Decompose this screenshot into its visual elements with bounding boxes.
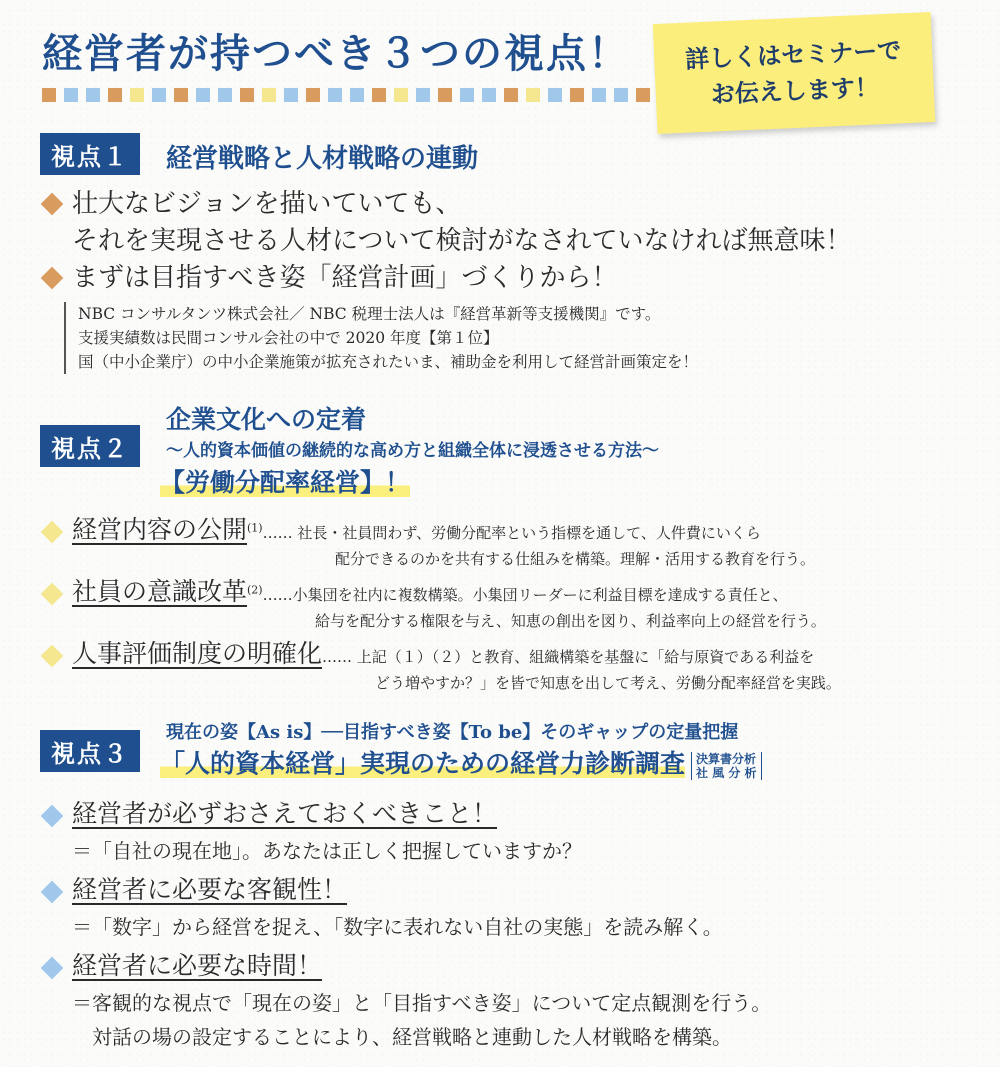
view2-item-1	[40, 510, 815, 572]
item-title: 経営者に必要な時間！	[72, 951, 323, 980]
view1-note-1: NBC コンサルタンツ株式会社／ NBC 税理士法人は『経営革新等支援機関』です。	[78, 305, 661, 323]
stripe-square	[64, 88, 78, 102]
item-sup: (2)	[247, 583, 263, 597]
view1-note-3: 国（中小企業庁）の中小企業施策が拡充されたいま、補助金を利用して経営計画策定を！	[78, 353, 699, 371]
view3-bracket-note	[691, 752, 762, 780]
item-sup: (1)	[247, 521, 263, 535]
stripe-square	[328, 88, 342, 102]
view3-heading: 現在の姿【As is】──目指すべき姿【To be】そのギャップの定量把握	[166, 722, 739, 743]
stripe-square	[438, 88, 452, 102]
item-title: 経営者に必要な客観性！	[72, 875, 348, 904]
view2-item-3	[40, 634, 841, 696]
view1-badge: 視点１	[40, 133, 140, 175]
view3-badge: 視点３	[40, 730, 140, 772]
stripe-square	[614, 88, 628, 102]
view3-highlight-text: 「人的資本経営」実現のための経営力診断調査	[160, 749, 686, 778]
stripe-square	[262, 88, 276, 102]
view1-heading: 経営戦略と人材戦略の連動	[166, 144, 479, 174]
bracket-line-2: 社 風 分 析	[696, 765, 757, 780]
stripe-square	[394, 88, 408, 102]
stripe-square	[504, 88, 518, 102]
stripe-square	[218, 88, 232, 102]
diamond-bullet-icon	[41, 881, 64, 904]
item-line-1: ＝「自社の現在地」。あなたは正しく把握していますか？	[72, 839, 582, 863]
item-desc-2: 給与を配分する権限を与え、知恵の創出を図り、利益率向上の経営を行う。	[315, 612, 826, 630]
diamond-bullet-icon	[41, 805, 64, 828]
stripe-square	[350, 88, 364, 102]
view1-bullet-1-line-2: それを実現させる人材について検討がなされていなければ無意味！	[72, 226, 852, 256]
view3-highlight	[160, 744, 762, 780]
view3-item-2	[40, 870, 723, 944]
stripe-square	[42, 88, 56, 102]
view1-notes	[64, 302, 698, 374]
diamond-bullet-icon	[41, 645, 64, 668]
stripe-square	[108, 88, 122, 102]
item-desc-1: …… 上記（１）（２）と教育、組織構築を基盤に「給与原資である利益を	[322, 648, 815, 666]
stripe-square	[482, 88, 496, 102]
stripe-square	[196, 88, 210, 102]
diamond-bullet-icon	[41, 266, 64, 289]
stripe-square	[548, 88, 562, 102]
view1-bullet-1	[40, 186, 461, 222]
note-line-2: お伝えします！	[710, 72, 880, 109]
view1-note-2: 支援実績数は民間コンサル会社の中で 2020 年度【第１位】	[78, 329, 499, 347]
stripe-square	[372, 88, 386, 102]
stripe-square	[570, 88, 584, 102]
diamond-bullet-icon	[41, 192, 64, 215]
stripe-square	[526, 88, 540, 102]
view3-item-3	[40, 946, 771, 1054]
view3-item-1	[40, 794, 582, 868]
stripe-square	[592, 88, 606, 102]
stripe-square	[460, 88, 474, 102]
item-line-1: ＝客観的な視点で「現在の姿」と「目指すべき姿」について定点観測を行う。	[72, 991, 772, 1015]
diamond-bullet-icon	[41, 583, 64, 606]
item-line-1: ＝「数字」から経営を捉え、「数字に表れない自社の実態」を読み解く。	[72, 915, 723, 939]
view1-bullet-1-line-1: 壮大なビジョンを描いていても、	[72, 189, 462, 219]
stripe-square	[306, 88, 320, 102]
view2-heading: 企業文化への定着	[166, 405, 367, 434]
stripe-square	[284, 88, 298, 102]
bracket-line-1: 決算書分析	[696, 751, 757, 766]
view2-highlight-text: 【労働分配率経営】！	[160, 468, 411, 497]
stripe-square	[240, 88, 254, 102]
item-desc-2: どう増やすか？」を皆で知恵を出して考え、労働分配率経営を実践。	[375, 674, 841, 692]
item-desc-1: …… 社長・社員問わず、労働分配率という指標を通して、人件費にいくら	[262, 524, 761, 542]
stripe-square	[174, 88, 188, 102]
stripe-square	[130, 88, 144, 102]
item-line-2: 対話の場の設定することにより、経営戦略と連動した人材戦略を構築。	[92, 1025, 732, 1049]
stripe-square	[152, 88, 166, 102]
stripe-square	[636, 88, 650, 102]
note-line-1: 詳しくはセミナーで	[684, 35, 902, 74]
stripe-square	[416, 88, 430, 102]
view2-badge: 視点２	[40, 425, 140, 467]
seminar-sticky-note	[653, 12, 936, 134]
view1-bullet-2-text: まずは目指すべき姿「経営計画」づくりから！	[72, 263, 618, 293]
item-desc-1: ……小集団を社内に複数構築。小集団リーダーに利益目標を達成する責任と、	[262, 586, 788, 604]
view2-item-2	[40, 572, 826, 634]
item-title: 社員の意識改革	[72, 577, 248, 606]
item-title: 経営内容の公開	[72, 515, 248, 544]
view2-highlight	[160, 463, 410, 499]
page-title: 経営者が持つべき３つの視点！	[42, 30, 630, 77]
stripe-square	[86, 88, 100, 102]
view2-subheading: ～人的資本価値の継続的な高め方と組織全体に浸透させる方法～	[166, 441, 659, 461]
item-desc-2: 配分できるのかを共有する仕組みを構築。理解・活用する教育を行う。	[335, 550, 816, 568]
diamond-bullet-icon	[41, 957, 64, 980]
item-title: 経営者が必ずおさえておくべきこと！	[72, 799, 498, 828]
diamond-bullet-icon	[41, 521, 64, 544]
item-title: 人事評価制度の明確化	[72, 639, 323, 668]
decorative-stripe	[42, 88, 650, 102]
view1-bullet-2	[40, 260, 617, 296]
